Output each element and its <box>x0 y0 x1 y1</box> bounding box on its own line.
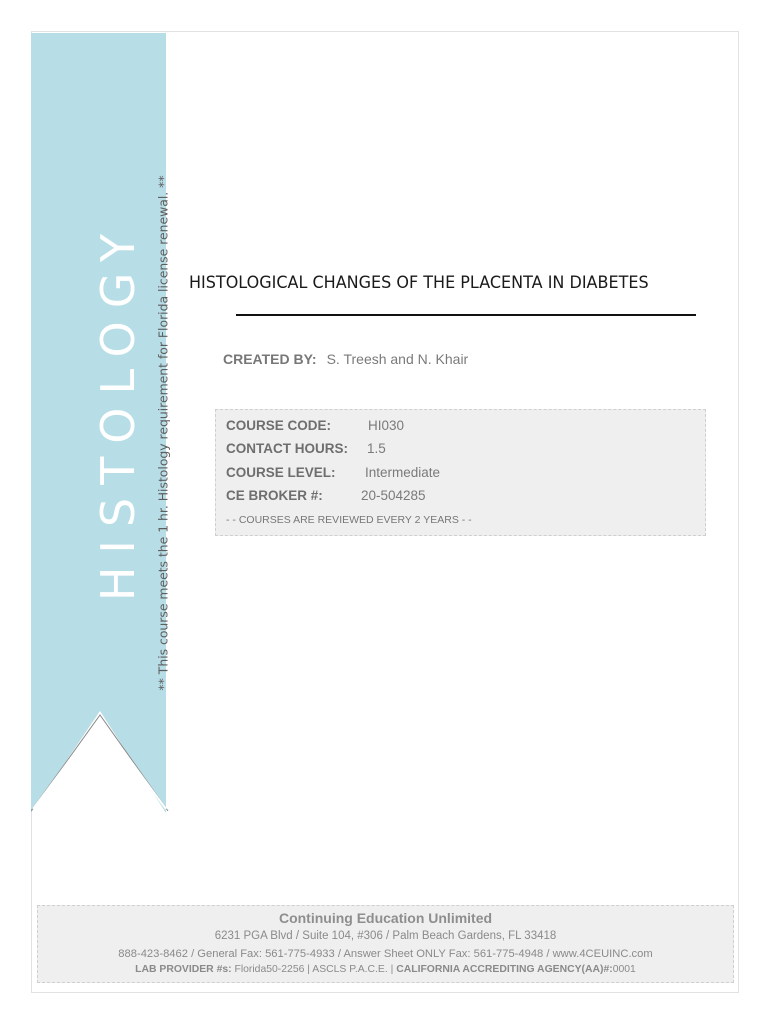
course-code-label: COURSE CODE: <box>226 418 332 433</box>
footer-lab-provider <box>38 964 733 975</box>
contact-hours-row <box>226 441 386 456</box>
course-code-row <box>226 418 405 433</box>
course-info-box <box>215 409 706 536</box>
ribbon-title: HISTOLOGY <box>91 220 145 602</box>
ca-agency-value: 0001 <box>612 964 636 975</box>
title-divider <box>236 314 696 316</box>
contact-hours-label: CONTACT HOURS: <box>226 441 348 456</box>
course-level-value: Intermediate <box>365 465 441 480</box>
created-by <box>223 351 468 367</box>
footer-address: 6231 PGA Blvd / Suite 104, #306 / Palm Beach Gardens, FL 33418 <box>214 930 557 942</box>
course-level-label: COURSE LEVEL: <box>226 465 336 480</box>
course-level-row <box>226 465 441 480</box>
lab-provider-label: LAB PROVIDER #s: <box>135 964 232 975</box>
ce-broker-row <box>226 488 426 503</box>
footer-box <box>37 905 734 983</box>
ca-agency-label: CALIFORNIA ACCREDITING AGENCY(AA)#: <box>396 964 613 975</box>
created-by-label: CREATED BY: <box>223 351 317 367</box>
ribbon-note: ** This course meets the 1 hr. Histology requirement for Florida license renewal. ** <box>155 175 171 691</box>
created-by-value: S. Treesh and N. Khair <box>326 351 469 367</box>
histology-ribbon <box>31 33 170 823</box>
lab-provider-value: Florida50-2256 | ASCLS P.A.C.E. | <box>231 964 397 975</box>
footer-contacts: 888-423-8462 / General Fax: 561-775-4933 / Answer Sheet ONLY Fax: 561-775-4948 / www.4CEUINC.com <box>118 948 653 960</box>
ce-broker-label: CE BROKER #: <box>226 488 323 503</box>
ce-broker-value: 20-504285 <box>361 488 426 503</box>
review-note: - - COURSES ARE REVIEWED EVERY 2 YEARS - - <box>226 514 472 526</box>
course-code-value: HI030 <box>368 418 405 433</box>
organization-name: Continuing Education Unlimited <box>278 910 493 926</box>
document-title: HISTOLOGICAL CHANGES OF THE PLACENTA IN DIABETES <box>189 273 649 292</box>
contact-hours-value: 1.5 <box>367 441 386 456</box>
